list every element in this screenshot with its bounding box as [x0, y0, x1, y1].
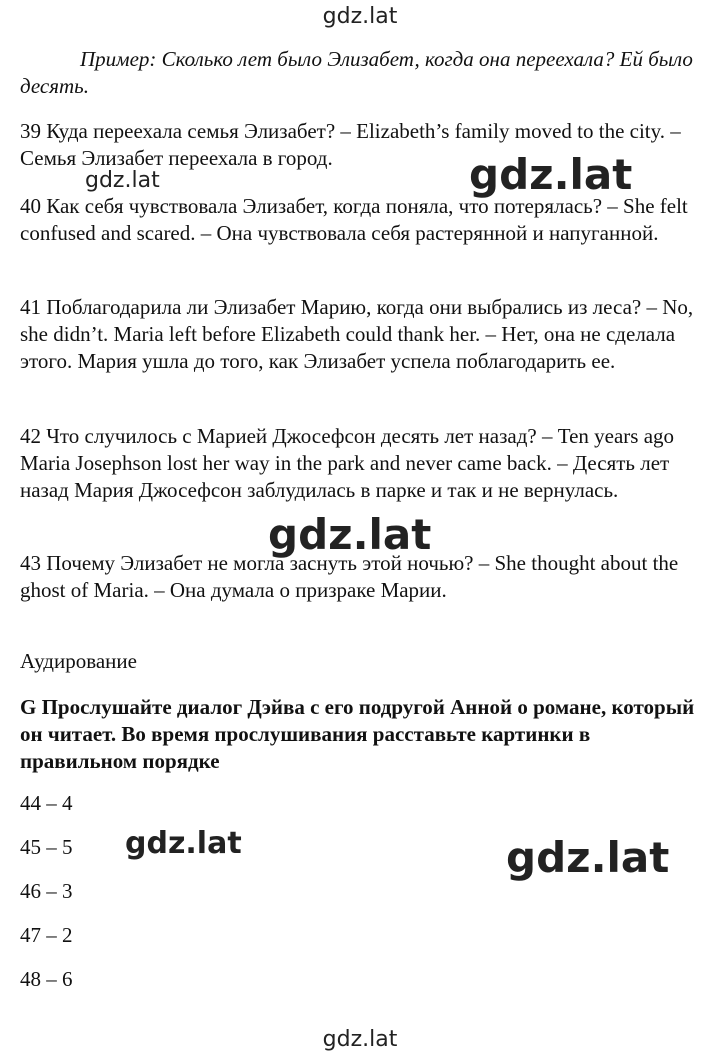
question-41: 41 Поблагодарила ли Элизабет Марию, когда они выбрались из леса? – No, she didn’t. Maria left before Elizabeth could thank her. – Нет, она не сделала этого. Мария ушла до того, как Элизабет успела поблагодарить ее. [20, 295, 694, 373]
answer-45: 45 – 5 [20, 835, 73, 859]
question-42: 42 Что случилось с Марией Джосефсон десять лет назад? – Ten years ago Maria Josephson lost her way in the park and never came back. – Десять лет назад Мария Джосефсон заблудилась в парке и так и не вернулась. [20, 424, 675, 502]
watermark-small: gdz.lat [85, 168, 160, 193]
answer-47: 47 – 2 [20, 923, 73, 947]
answer-44: 44 – 4 [20, 791, 73, 815]
watermark-medium: gdz.lat [125, 826, 242, 861]
watermark-large-2: gdz.lat [268, 510, 432, 559]
answer-46: 46 – 3 [20, 879, 73, 903]
watermark-large-3: gdz.lat [506, 833, 670, 882]
watermark-bottom: gdz.lat [322, 1027, 398, 1052]
question-39: 39 Куда переехала семья Элизабет? – Elizabeth’s family moved to the city. – Семья Элизабет переехала в город. [20, 119, 681, 170]
question-43: 43 Почему Элизабет не могла заснуть этой ночью? – She thought about the ghost of Maria. – Она думала о призраке Марии. [20, 551, 679, 602]
example-text: Пример: Сколько лет было Элизабет, когда она переехала? Ей было десять. [20, 47, 693, 98]
section-title: Аудирование [20, 649, 137, 673]
task-heading: G Прослушайте диалог Дэйва с его подругой Анной о романе, который он читает. Во время прослушивания расставьте картинки в правильном порядке [20, 695, 695, 773]
question-40: 40 Как себя чувствовала Элизабет, когда поняла, что потерялась? – She felt confused and scared. – Она чувствовала себя растерянной и напуганной. [20, 194, 688, 245]
watermark-top: gdz.lat [322, 4, 398, 29]
watermark-large-1: gdz.lat [469, 150, 633, 199]
answer-48: 48 – 6 [20, 967, 73, 991]
